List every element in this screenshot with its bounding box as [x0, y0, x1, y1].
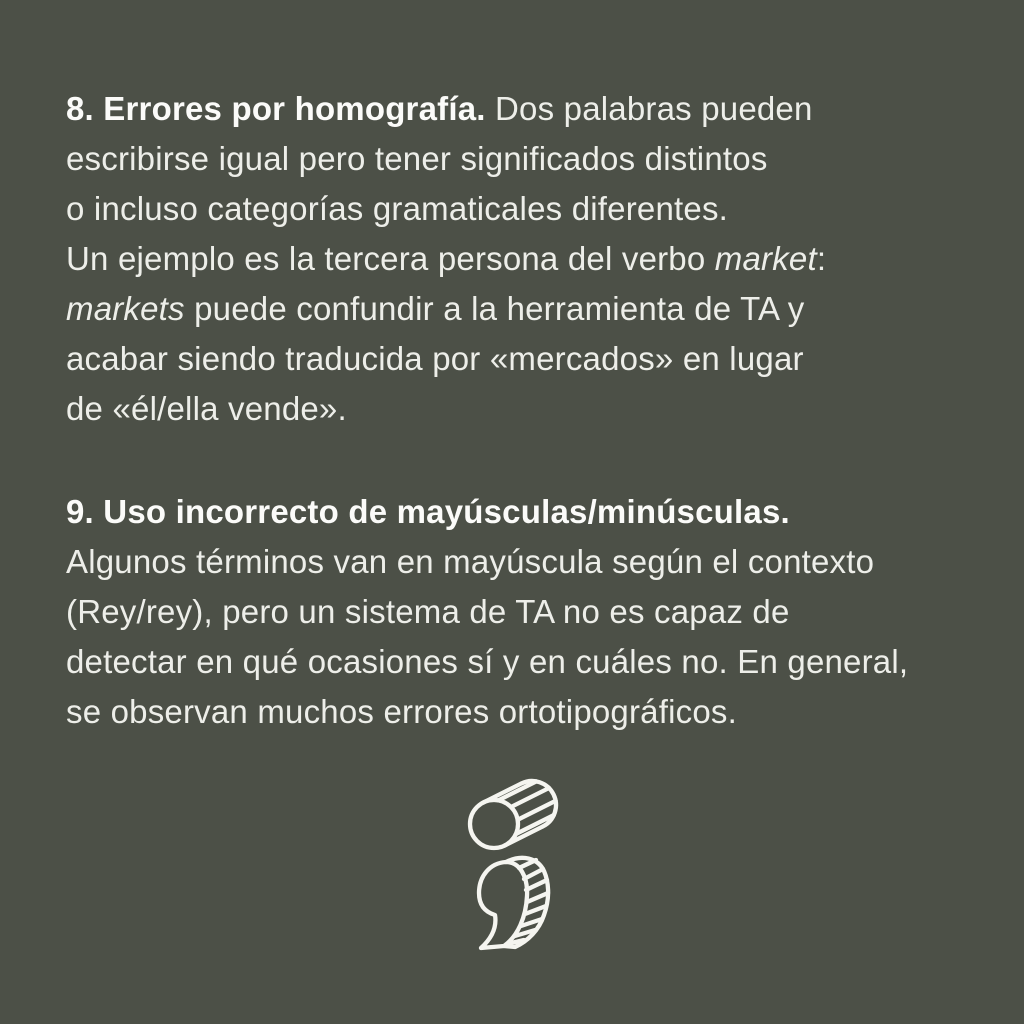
- text-line: [66, 637, 996, 687]
- item-8-text: o incluso categorías gramaticales diferentes.: [66, 190, 729, 227]
- text-line: [66, 487, 996, 537]
- item-9-text: Algunos términos van en mayúscula según el contexto: [66, 543, 875, 580]
- text-line: [66, 587, 996, 637]
- semicolon-icon: [464, 776, 564, 958]
- text-line: [66, 284, 996, 334]
- text-line: [66, 537, 996, 587]
- paragraph-error-9: [66, 487, 996, 737]
- item-8-text: acabar siendo traducida por «mercados» en lugar: [66, 340, 804, 377]
- italic-term-markets: markets: [66, 290, 185, 327]
- item-9-text: (Rey/rey), pero un sistema de TA no es capaz de: [66, 593, 790, 630]
- paragraph-error-8: [66, 84, 996, 434]
- item-9-heading: 9. Uso incorrecto de mayúsculas/minúsculas.: [66, 493, 790, 530]
- item-8-text: de «él/ella vende».: [66, 390, 347, 427]
- text-line: [66, 234, 996, 284]
- item-8-text: puede confundir a la herramienta de TA y: [184, 290, 805, 327]
- item-8-text: Dos palabras pueden: [485, 90, 813, 127]
- item-9-text: se observan muchos errores ortotipográficos.: [66, 693, 737, 730]
- text-line: [66, 134, 996, 184]
- text-block: [66, 84, 996, 737]
- text-line: [66, 184, 996, 234]
- text-line: [66, 687, 996, 737]
- item-8-heading: 8. Errores por homografía.: [66, 90, 486, 127]
- item-8-text: escribirse igual pero tener significados distintos: [66, 140, 768, 177]
- item-8-text: Un ejemplo es la tercera persona del verbo: [66, 240, 715, 277]
- text-line: [66, 334, 996, 384]
- item-9-text: detectar en qué ocasiones sí y en cuáles no. En general,: [66, 643, 909, 680]
- text-line: [66, 384, 996, 434]
- text-line: [66, 84, 996, 134]
- italic-term-market: market: [714, 240, 817, 277]
- item-8-text: :: [816, 240, 827, 277]
